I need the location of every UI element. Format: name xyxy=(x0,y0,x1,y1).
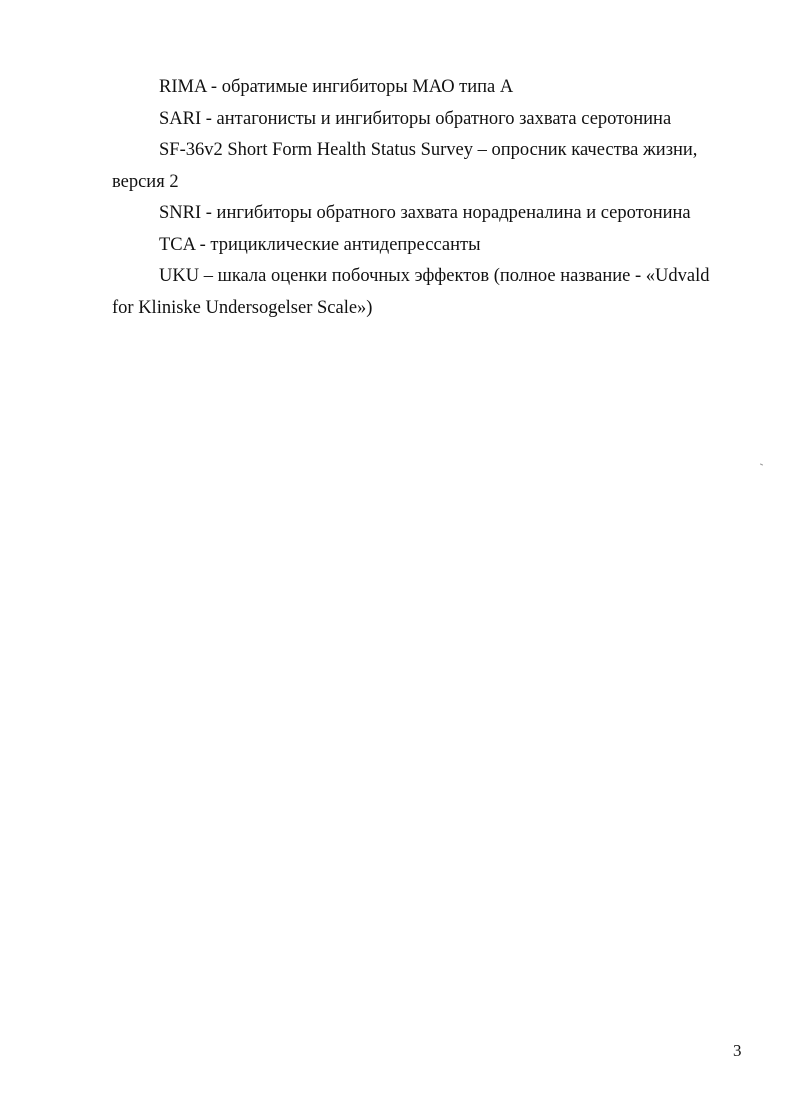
abbreviation-entry-sf36v2-line1: SF-36v2 Short Form Health Status Survey – опросник качества жизни, xyxy=(159,140,698,160)
abbreviation-entry-sf36v2-line2: версия 2 xyxy=(112,171,179,192)
abbreviation-entry-snri: SNRI - ингибиторы обратного захвата норадреналина и серотонина xyxy=(159,203,691,223)
abbreviation-entry-uku-line1: UKU – шкала оценки побочных эффектов (полное название - «Udvald xyxy=(159,266,710,286)
abbreviation-entry-tca: TCA - трициклические антидепрессанты xyxy=(159,234,481,255)
abbreviation-list xyxy=(112,72,724,324)
abbreviation-entry-sari: SARI - антагонисты и ингибиторы обратного захвата серотонина xyxy=(159,108,672,129)
abbreviation-entry-uku-line2: for Kliniske Undersogelser Scale») xyxy=(112,297,373,318)
abbreviation-entry-rima: RIMA - обратимые ингибиторы МАО типа А xyxy=(159,77,514,97)
page-number: 3 xyxy=(733,1041,742,1060)
scan-speck xyxy=(760,463,763,465)
